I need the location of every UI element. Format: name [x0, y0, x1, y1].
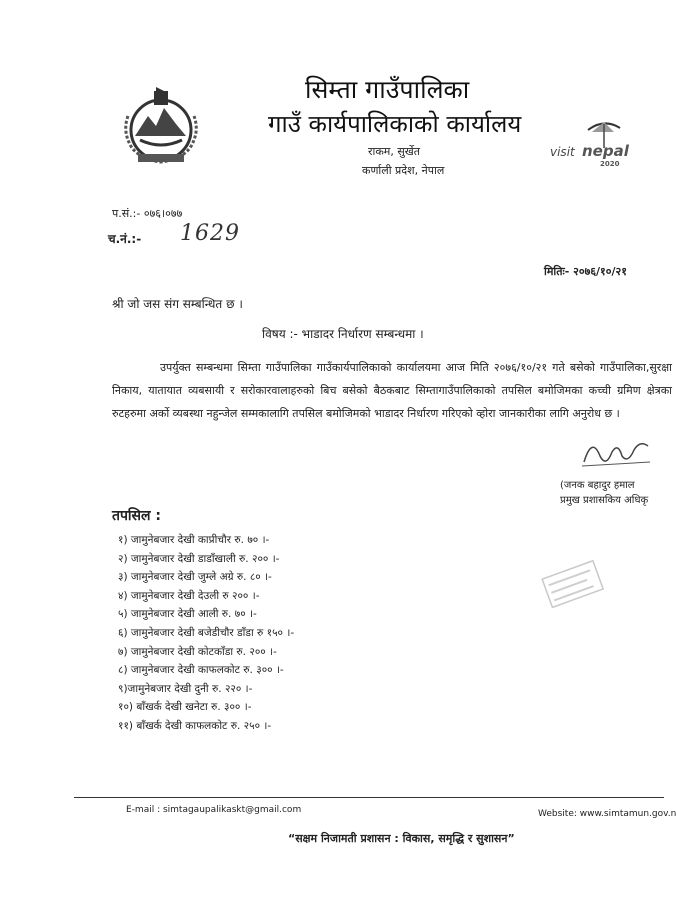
signatory-title: प्रमुख प्रशासकिय अधिकृ: [560, 495, 649, 506]
list-item: ६) जामुनेबजार देखी बजेडीचौर डाँडा रु १५० ।-: [118, 626, 295, 639]
letter-date: मितिः- २०७६/१०/२१: [544, 265, 627, 278]
reference-number: प.सं.:- ०७६।०७७: [112, 207, 183, 220]
signature-icon: [578, 432, 658, 472]
svg-text:nepal: nepal: [582, 142, 629, 160]
footer-divider: [74, 797, 664, 798]
dispatch-label: च.नं.:-: [108, 232, 142, 246]
address-line-1: राकम, सुर्खेत: [368, 145, 421, 158]
list-item: २) जामुनेबजार देखी डाडाँखाली रु. २०० ।-: [118, 552, 280, 565]
office-title: गाउँ कार्यपालिकाको कार्यालय: [268, 110, 522, 138]
svg-text:2020: 2020: [600, 160, 620, 168]
visit-nepal-logo-icon: [548, 118, 658, 168]
svg-text:visit: visit: [550, 145, 575, 159]
list-item: ४) जामुनेबजार देखी देउली रु २०० ।-: [118, 589, 260, 602]
list-item: ७) जामुनेबजार देखी कोटकाँडा रु. २०० ।-: [118, 645, 277, 658]
footer-motto: “सक्षम निजामती प्रशासन : विकास, समृद्धि र सुशासन”: [288, 832, 515, 845]
list-item: ११) बाँखर्क देखी काफलकोट रु. २५० ।-: [118, 719, 272, 732]
subject-line: विषय :- भाडादर निर्धारण सम्बन्धमा ।: [262, 327, 424, 341]
letter-body: उपर्युक्त सम्बन्धमा सिम्ता गाउँपालिका गाउँकार्यपालिकाको कार्यालयमा आज मिति २०७६/१०/२१ गते बसेको गाउँपालिका,सुरक्षा निकाय, यातायात व्यबसायी र सरोकारवालाहरुको बिच बसेको बैठकबाट सिम्तागाउँपालिकाको तपसिल बमोजिमका कच्ची ग्रमिण क्षेत्रका रुटहरुमा अर्को व्यबस्था नहुन्जेल सम्मकालागि तपसिल बमोजिमको भाडादर निर्धारण गरिएको व्हाेरा जानकारीका लागि अनुरोध छ ।: [112, 361, 672, 420]
fare-list: [118, 531, 294, 736]
municipality-title: सिम्ता गाउँपालिका: [305, 75, 470, 104]
footer-email: E-mail : simtagaupalikaskt@gmail.com: [126, 805, 302, 815]
salutation: श्री जो जस संग सम्बन्धित छ ।: [112, 297, 243, 311]
list-item: ५) जामुनेबजार देखी आली रु. ७० ।-: [118, 608, 257, 621]
list-item: ३) जामुनेबजार देखी जुम्ले अग्रे रु. ८० ।-: [118, 571, 272, 584]
list-item: १०) बाँखर्क देखी खनेटा रु. ३०० ।-: [118, 701, 252, 714]
list-item: १) जामुनेबजार देखी काप्रीचौर रु. ७० ।-: [118, 534, 270, 546]
footer-website: Website: www.simtamun.gov.n: [538, 809, 676, 819]
dispatch-number-handwritten: 1629: [180, 221, 240, 246]
address-line-2: कर्णाली प्रदेश, नेपाल: [362, 164, 445, 177]
list-item: ९)जामुनेबजार देखी दुनी रु. २२० ।-: [118, 682, 253, 695]
list-item: ८) जामुनेबजार देखी काफलकोट रु. ३०० ।-: [118, 664, 284, 677]
office-stamp-icon: [538, 555, 608, 615]
nepal-emblem-icon: [118, 88, 204, 168]
signatory-name: (जनक बहादुर हमाल: [560, 480, 635, 491]
schedule-heading: तपसिल :: [112, 508, 161, 524]
